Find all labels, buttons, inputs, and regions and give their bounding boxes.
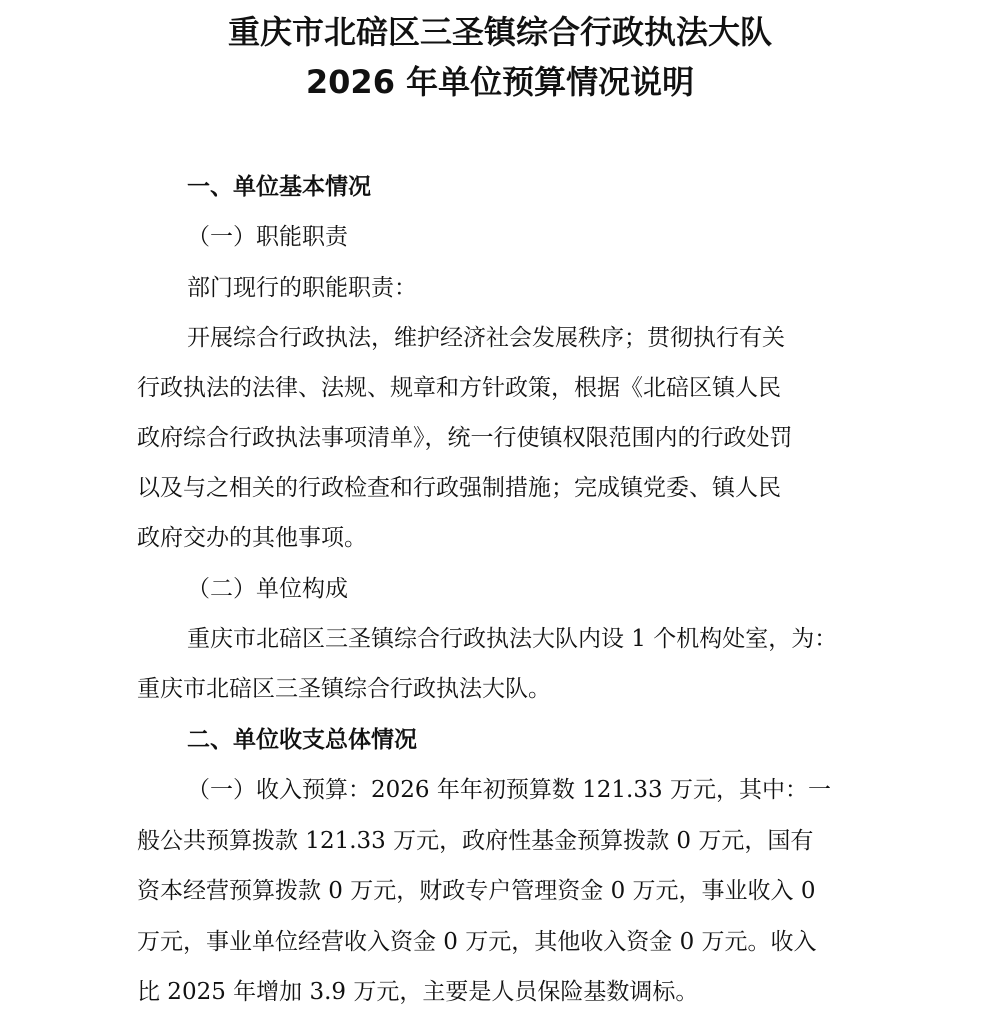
income-paragraph-line: （一）收入预算：2026 年年初预算数 121.33 万元，其中：一 xyxy=(187,777,831,803)
duties-paragraph-line: 以及与之相关的行政检查和行政强制措施；完成镇党委、镇人民 xyxy=(137,475,781,501)
duties-paragraph-line: 政府交办的其他事项。 xyxy=(137,525,367,551)
document-title-line-1: 重庆市北碚区三圣镇综合行政执法大队 xyxy=(227,13,772,51)
structure-paragraph-line: 重庆市北碚区三圣镇综合行政执法大队内设 1 个机构处室，为： xyxy=(187,626,838,652)
section-1-heading: 一、单位基本情况 xyxy=(187,174,371,200)
section-1-1-heading: （一）职能职责 xyxy=(187,224,348,250)
document-title-line-2: 2026 年单位预算情况说明 xyxy=(305,63,695,101)
duties-paragraph-line: 开展综合行政执法，维护经济社会发展秩序；贯彻执行有关 xyxy=(187,325,785,351)
section-2-heading: 二、单位收支总体情况 xyxy=(187,727,417,753)
income-paragraph-line: 万元，事业单位经营收入资金 0 万元，其他收入资金 0 万元。收入 xyxy=(137,929,817,955)
structure-paragraph-line: 重庆市北碚区三圣镇综合行政执法大队。 xyxy=(137,676,551,702)
duties-intro: 部门现行的职能职责： xyxy=(187,275,417,301)
income-paragraph-line: 资本经营预算拨款 0 万元，财政专户管理资金 0 万元，事业收入 0 xyxy=(137,878,816,904)
duties-paragraph-line: 政府综合行政执法事项清单》，统一行使镇权限范围内的行政处罚 xyxy=(137,425,793,451)
duties-paragraph-line: 行政执法的法律、法规、规章和方针政策，根据《北碚区镇人民 xyxy=(137,375,781,401)
income-paragraph-line: 比 2025 年增加 3.9 万元，主要是人员保险基数调标。 xyxy=(137,979,699,1005)
income-paragraph-line: 般公共预算拨款 121.33 万元，政府性基金预算拨款 0 万元，国有 xyxy=(137,828,814,854)
section-1-2-heading: （二）单位构成 xyxy=(187,576,348,602)
